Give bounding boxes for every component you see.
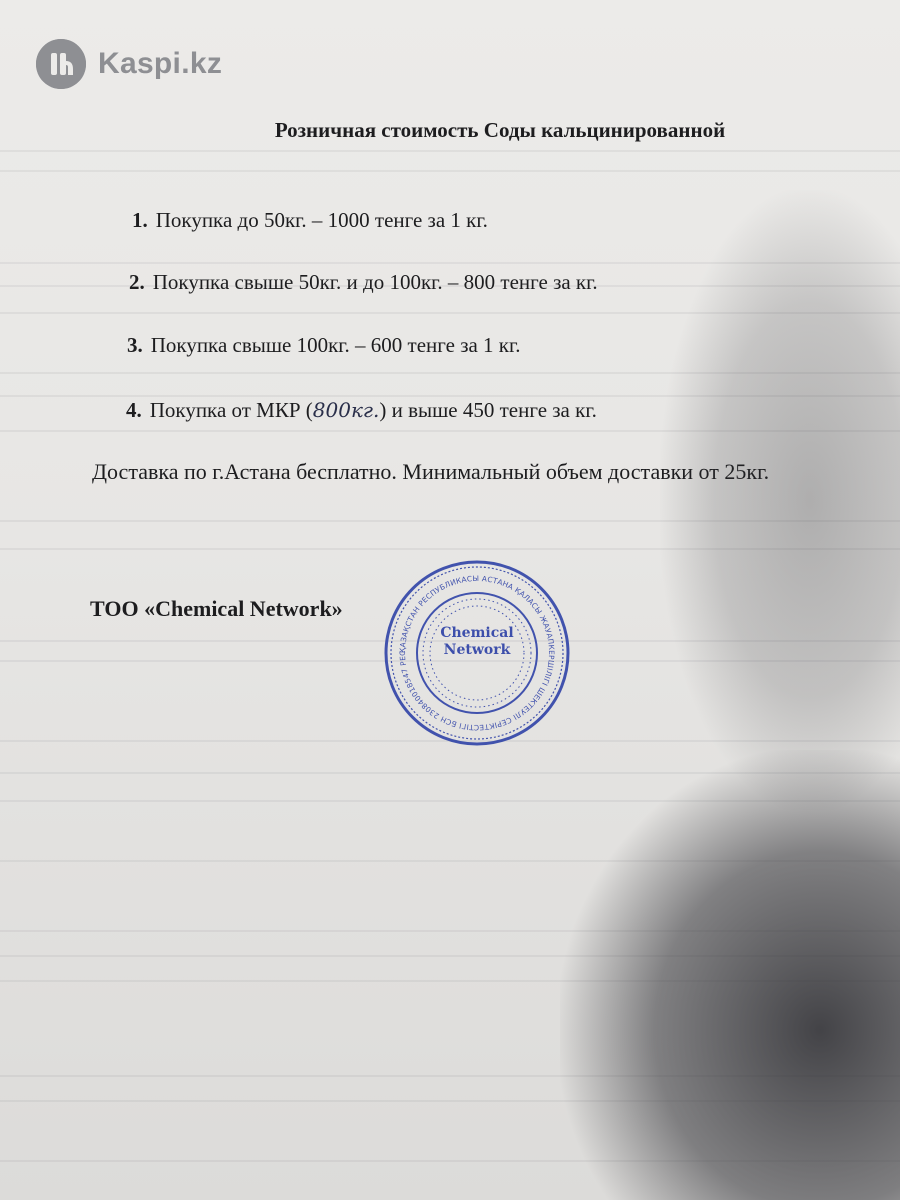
watermark-text: Kaspi.kz — [98, 47, 223, 80]
item-number: 1. — [132, 208, 148, 232]
item-text: Покупка свыше 100кг. – 600 тенге за 1 кг. — [150, 333, 521, 357]
item-text: Покупка до 50кг. – 1000 тенге за 1 кг. — [155, 208, 488, 232]
item-number: 2. — [129, 270, 145, 294]
item-text-start: Покупка от МКР ( — [149, 398, 313, 422]
photo-shadow — [660, 190, 900, 810]
kaspi-logo-icon — [36, 39, 86, 89]
company-name: ТОО «Chemical Network» — [90, 596, 343, 621]
company-stamp — [382, 558, 572, 748]
price-item-1 — [132, 208, 488, 233]
stamp-center-text: Chemical Network — [440, 625, 514, 658]
item-number: 3. — [127, 333, 143, 357]
stamp-ring-text: ҚАЗАҚСТАН РЕСПУБЛИКАСЫ АСТАНА ҚАЛАСЫ ЖАУАПКЕРШІЛІГІ ШЕКТЕУЛІ СЕРІКТЕСТІГІ БСН 230840018547 РЕС — [397, 573, 557, 733]
item-number: 4. — [126, 398, 142, 422]
delivery-note: Доставка по г.Астана бесплатно. Минимальный объем доставки от 25кг. — [92, 459, 770, 484]
price-item-4 — [126, 398, 597, 423]
photo-shadow — [560, 750, 900, 1200]
kaspi-watermark — [36, 38, 222, 90]
handwritten-quantity: 800кг. — [312, 398, 380, 422]
price-item-3 — [127, 333, 521, 358]
item-text-end: ) и выше 450 тенге за кг. — [379, 398, 597, 422]
price-item-2 — [129, 270, 598, 295]
item-text: Покупка свыше 50кг. и до 100кг. – 800 тенге за кг. — [152, 270, 598, 294]
document-title: Розничная стоимость Соды кальцинированной — [274, 118, 726, 142]
